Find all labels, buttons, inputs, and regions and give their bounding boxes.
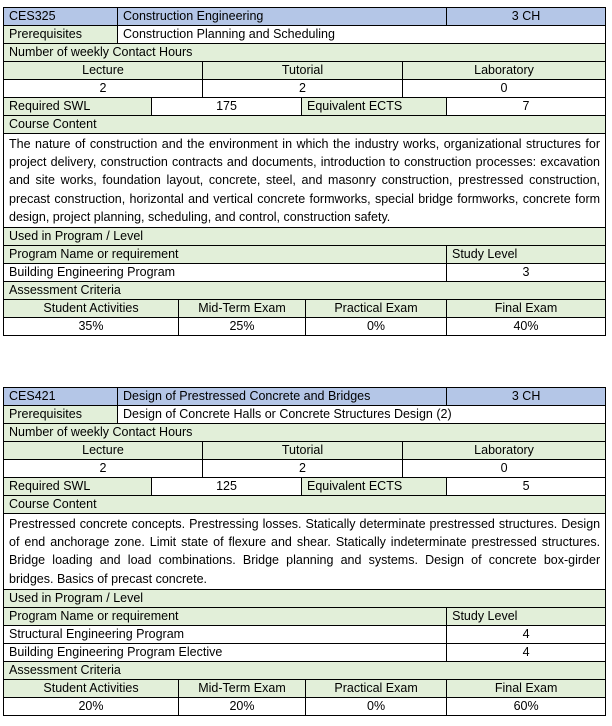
program-name-label: Program Name or requirement: [4, 607, 447, 625]
study-level: 4: [447, 643, 606, 661]
midterm-exam-label: Mid-Term Exam: [179, 300, 306, 318]
midterm-exam-label: Mid-Term Exam: [179, 679, 306, 697]
swl-label: Required SWL: [4, 478, 152, 496]
program-row: [4, 643, 606, 661]
lecture-hours: 2: [4, 80, 203, 98]
prerequisites-value: Construction Planning and Scheduling: [118, 26, 606, 44]
student-activities-label: Student Activities: [4, 679, 179, 697]
final-exam-label: Final Exam: [447, 300, 606, 318]
course-table-ces325: [3, 7, 605, 336]
course-content-label: Course Content: [4, 116, 606, 134]
course-content-label: Course Content: [4, 496, 606, 514]
ects-value: 5: [447, 478, 606, 496]
ects-label: Equivalent ECTS: [302, 98, 447, 116]
study-level-label: Study Level: [447, 607, 606, 625]
program-row: [4, 625, 606, 643]
program-name: Structural Engineering Program: [4, 625, 447, 643]
tutorial-label: Tutorial: [203, 442, 403, 460]
swl-value: 125: [152, 478, 302, 496]
practical-exam-label: Practical Exam: [306, 300, 447, 318]
course-table: [3, 7, 606, 336]
study-level: 4: [447, 625, 606, 643]
student-activities-value: 20%: [4, 697, 179, 715]
prerequisites-value: Design of Concrete Halls or Concrete Structures Design (2): [118, 406, 606, 424]
laboratory-label: Laboratory: [403, 442, 606, 460]
prerequisites-label: Prerequisites: [4, 26, 118, 44]
laboratory-hours: 0: [403, 460, 606, 478]
student-activities-value: 35%: [4, 318, 179, 336]
lecture-label: Lecture: [4, 442, 203, 460]
final-exam-value: 40%: [447, 318, 606, 336]
course-content-text: Prestressed concrete concepts. Prestressing losses. Statically determinate prestressed structures. Design of end anchorage zone. Limit state of flexure and shear. Statically indeterminate prestressed structures. Bridge loading and load combinations. Bridge planning and systems. Design of concrete box-girder bridges. Basics of precast concrete.: [4, 514, 606, 590]
midterm-exam-value: 25%: [179, 318, 306, 336]
swl-label: Required SWL: [4, 98, 152, 116]
practical-exam-value: 0%: [306, 318, 447, 336]
laboratory-label: Laboratory: [403, 62, 606, 80]
contact-hours-label: Number of weekly Contact Hours: [4, 44, 606, 62]
course-code: CES421: [4, 388, 118, 406]
ects-value: 7: [447, 98, 606, 116]
course-table: [3, 387, 606, 716]
lecture-hours: 2: [4, 460, 203, 478]
used-in-program-label: Used in Program / Level: [4, 589, 606, 607]
final-exam-label: Final Exam: [447, 679, 606, 697]
practical-exam-label: Practical Exam: [306, 679, 447, 697]
student-activities-label: Student Activities: [4, 300, 179, 318]
study-level-label: Study Level: [447, 246, 606, 264]
course-code: CES325: [4, 8, 118, 26]
study-level: 3: [447, 264, 606, 282]
lecture-label: Lecture: [4, 62, 203, 80]
practical-exam-value: 0%: [306, 697, 447, 715]
used-in-program-label: Used in Program / Level: [4, 228, 606, 246]
course-credit: 3 CH: [447, 8, 606, 26]
tutorial-hours: 2: [203, 80, 403, 98]
course-content-text: The nature of construction and the environment in which the industry works, organizational structures for project delivery, construction contracts and documents, introduction to construction processes: excavation and site works, foundation layout, concrete, steel, and masonry construction, prestressed construction, precast construction, horizontal and vertical concrete formworks, special bridge formworks, concrete form design, project planning, scheduling, and control, construction safety.: [4, 134, 606, 228]
course-credit: 3 CH: [447, 388, 606, 406]
program-name-label: Program Name or requirement: [4, 246, 447, 264]
laboratory-hours: 0: [403, 80, 606, 98]
course-title: Design of Prestressed Concrete and Bridges: [118, 388, 447, 406]
program-name: Building Engineering Program Elective: [4, 643, 447, 661]
ects-label: Equivalent ECTS: [302, 478, 447, 496]
prerequisites-label: Prerequisites: [4, 406, 118, 424]
assessment-criteria-label: Assessment Criteria: [4, 661, 606, 679]
course-table-ces421: [3, 387, 605, 716]
course-title: Construction Engineering: [118, 8, 447, 26]
swl-value: 175: [152, 98, 302, 116]
tutorial-label: Tutorial: [203, 62, 403, 80]
contact-hours-label: Number of weekly Contact Hours: [4, 424, 606, 442]
tutorial-hours: 2: [203, 460, 403, 478]
program-name: Building Engineering Program: [4, 264, 447, 282]
final-exam-value: 60%: [447, 697, 606, 715]
midterm-exam-value: 20%: [179, 697, 306, 715]
assessment-criteria-label: Assessment Criteria: [4, 282, 606, 300]
program-row: [4, 264, 606, 282]
